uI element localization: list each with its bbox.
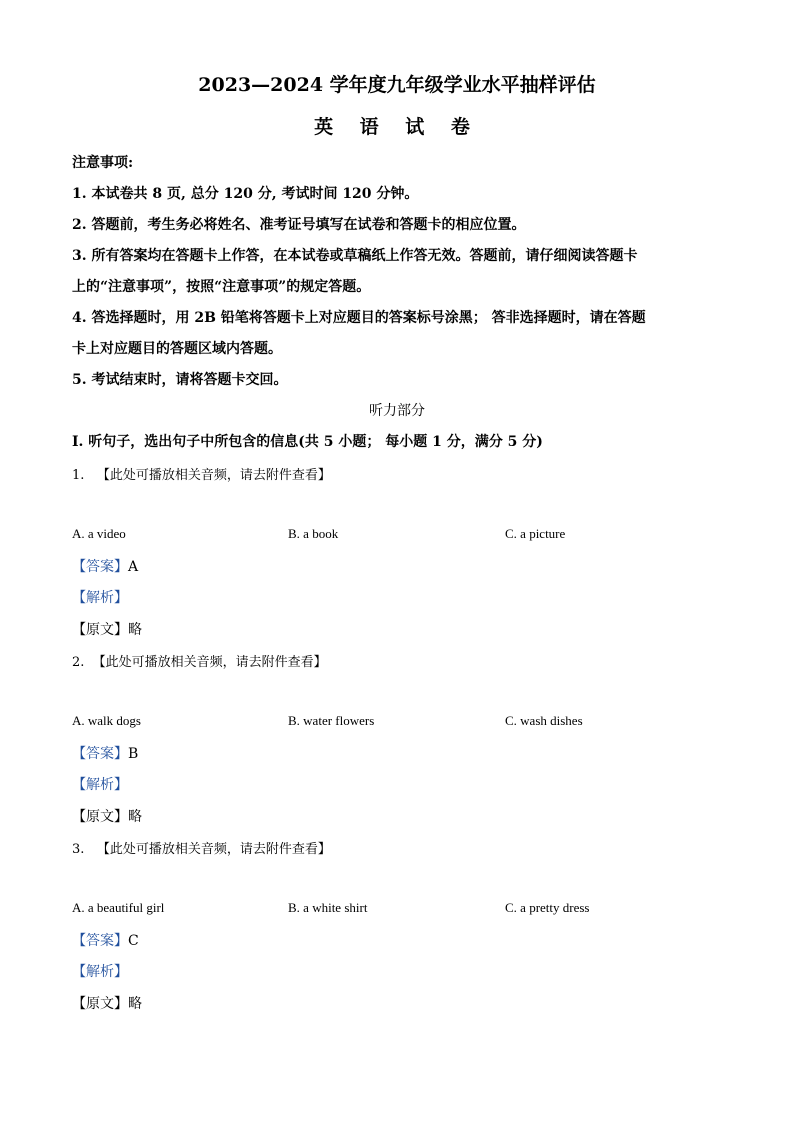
option-c: C. a picture — [505, 526, 566, 541]
original-row — [72, 806, 142, 826]
answer-value: A — [128, 559, 139, 575]
original-label: 【原文】 — [72, 996, 128, 1012]
section-title: 听力部分 — [369, 403, 425, 419]
answer-label: 【答案】 — [72, 559, 128, 575]
answer-value: B — [128, 746, 139, 762]
original-value: 略 — [128, 996, 142, 1012]
audio-placeholder: 【此处可播放相关音频，请去附件查看】 — [96, 468, 331, 483]
answer-value: C — [128, 933, 139, 949]
answer-label: 【答案】 — [72, 746, 128, 762]
option-b: B. a white shirt — [288, 900, 368, 915]
option-c: C. a pretty dress — [505, 900, 590, 915]
analysis-row — [72, 587, 128, 607]
answer-row — [72, 743, 138, 763]
audio-placeholder: 【此处可播放相关音频，请去附件查看】 — [96, 842, 331, 857]
option-a: A. a video — [72, 526, 126, 541]
option-b: B. a book — [288, 526, 339, 541]
answer-label: 【答案】 — [72, 933, 128, 949]
question-number: 1. — [72, 468, 85, 483]
notice-item: 5. 考试结束时，请将答题卡交回。 — [72, 372, 288, 388]
original-value: 略 — [128, 809, 142, 825]
question-2-prompt — [72, 651, 327, 670]
answer-row — [72, 930, 139, 950]
analysis-label: 【解析】 — [72, 777, 128, 793]
question-number: 3. — [72, 842, 85, 857]
original-row — [72, 619, 142, 639]
notice-item: 4. 答选择题时，用 2B 铅笔将答题卡上对应题目的答案标号涂黑； 答非选择题时，请在答题 — [72, 310, 646, 326]
notice-item: 上的“注意事项”，按照“注意事项”的规定答题。 — [72, 279, 371, 295]
notice-item: 卡上对应题目的答题区域内答题。 — [72, 341, 282, 357]
notice-item: 3. 所有答案均在答题卡上作答，在本试卷或草稿纸上作答无效。答题前，请仔细阅读答题卡 — [72, 248, 638, 264]
audio-placeholder: 【此处可播放相关音频，请去附件查看】 — [92, 655, 327, 670]
question-number: 2. — [72, 655, 85, 670]
exam-title: 2023—2024 学年度九年级学业水平抽样评估 — [198, 74, 596, 96]
original-label: 【原文】 — [72, 622, 128, 638]
notice-item: 1. 本试卷共 8 页, 总分 120 分, 考试时间 120 分钟。 — [72, 186, 419, 202]
analysis-row — [72, 961, 128, 981]
analysis-row — [72, 774, 128, 794]
original-label: 【原文】 — [72, 809, 128, 825]
analysis-label: 【解析】 — [72, 590, 128, 606]
option-b: B. water flowers — [288, 713, 375, 728]
question-1-prompt — [72, 464, 331, 483]
option-c: C. wash dishes — [505, 713, 583, 728]
original-row — [72, 993, 142, 1013]
analysis-label: 【解析】 — [72, 964, 128, 980]
answer-row — [72, 556, 138, 576]
option-a: A. walk dogs — [72, 713, 141, 728]
original-value: 略 — [128, 622, 142, 638]
question-3-prompt — [72, 838, 331, 857]
notice-item: 2. 答题前，考生务必将姓名、准考证号填写在试卷和答题卡的相应位置。 — [72, 217, 526, 233]
exam-subtitle: 英 语 试 卷 — [314, 116, 480, 138]
option-a: A. a beautiful girl — [72, 900, 165, 915]
part-heading: Ⅰ. 听句子，选出句子中所包含的信息(共 5 小题； 每小题 1 分，满分 5 分) — [72, 434, 543, 450]
notice-heading: 注意事项: — [72, 155, 134, 171]
